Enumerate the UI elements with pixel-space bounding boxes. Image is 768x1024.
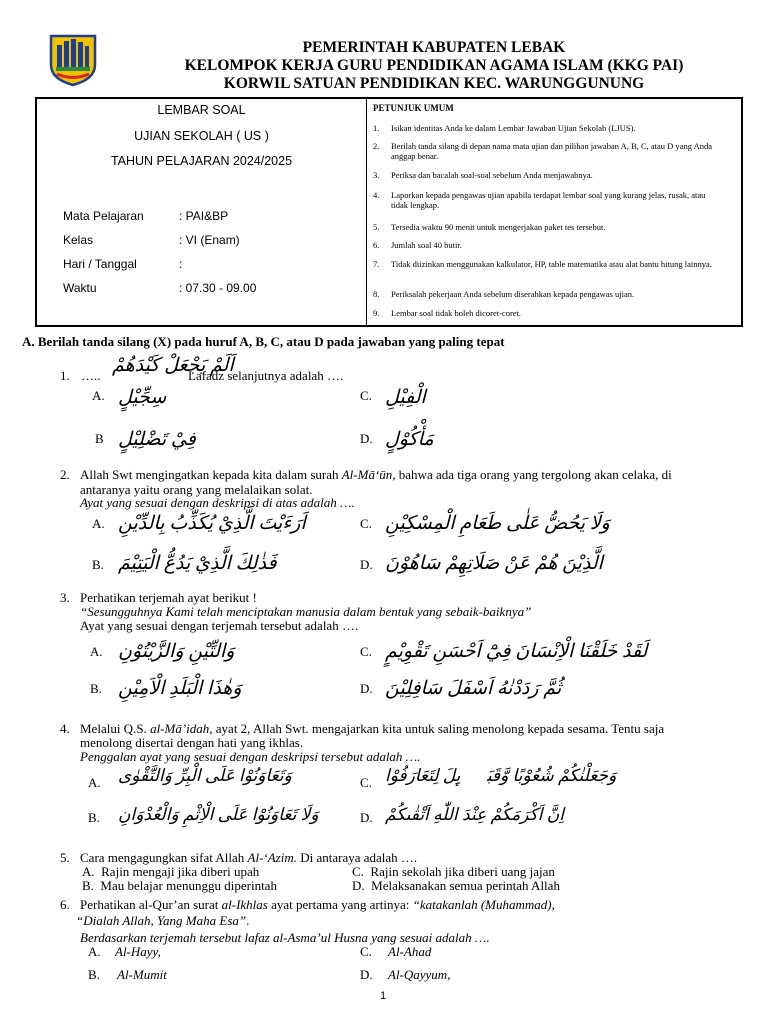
q5-option-c[interactable] bbox=[352, 864, 555, 879]
q1-option-d-arabic: مَأْكُوْلٍ bbox=[385, 429, 434, 450]
q6-option-d-letter[interactable]: D. bbox=[360, 967, 373, 982]
question-6-line-3: Berdasarkan terjemah tersebut lafaz al-Asma’ul Husna yang sesuai adalah …. bbox=[80, 930, 490, 945]
q5-option-a-letter: A. bbox=[82, 864, 95, 879]
question-6-quote-line bbox=[76, 913, 249, 928]
instruction-item bbox=[373, 240, 717, 250]
q6-option-c-letter[interactable]: C. bbox=[360, 944, 372, 959]
instruction-number: 3. bbox=[373, 170, 380, 180]
q6-surah: al-Ikhlas bbox=[221, 897, 268, 912]
q5-text-pre: Cara mengagungkan sifat Allah bbox=[80, 850, 248, 865]
q5-sifat: Al-‘Azim. bbox=[247, 850, 297, 865]
q2-option-d-letter[interactable]: D. bbox=[360, 557, 373, 572]
instruction-item bbox=[373, 259, 717, 269]
instruction-text: Laporkan kepada pengawas ujian apabila terdapat lembar soal yang kurang jelas, rusak, atau tidak lengkap. bbox=[391, 190, 706, 210]
instruction-text: Tidak diizinkan menggunakan kalkulator, HP, table matematika atau alat bantu hitung lainnya. bbox=[391, 259, 712, 269]
q4-option-d-arabic: اِنَّ اَكْرَمَكُمْ عِنْدَ اللّٰهِ اَتْقٰىكُمْ bbox=[385, 805, 564, 824]
q4-option-b-letter[interactable]: B. bbox=[88, 810, 100, 825]
subject-label: Mata Pelajaran bbox=[63, 209, 144, 223]
q4-option-c-letter[interactable]: C. bbox=[360, 775, 372, 790]
q1-option-b-letter[interactable]: B bbox=[95, 431, 104, 446]
question-4-text bbox=[80, 721, 760, 736]
q5-option-b-text: Mau belajar menunggu diperintah bbox=[100, 878, 277, 893]
instruction-item bbox=[373, 170, 717, 180]
question-1-dots: ….. bbox=[81, 368, 101, 383]
q2-option-b-letter[interactable]: B. bbox=[92, 557, 104, 572]
instruction-item bbox=[373, 190, 717, 210]
q6-quote-tail: . bbox=[246, 913, 250, 928]
q2-text-post: , bahwa ada tiga orang yang tergolong akan celaka, di bbox=[392, 467, 672, 482]
q4-text-pre: Melalui Q.S. bbox=[80, 721, 151, 736]
exam-info-box bbox=[35, 97, 743, 327]
q1-option-a-arabic: سِجِّيْلٍ bbox=[118, 387, 167, 408]
instruction-number: 8. bbox=[373, 289, 380, 299]
question-2-number: 2. bbox=[60, 467, 70, 482]
date-label: Hari / Tanggal bbox=[63, 257, 137, 271]
question-2-text bbox=[80, 467, 740, 482]
q5-option-d-letter: D. bbox=[352, 878, 365, 893]
q3-option-b-arabic: وَهٰذَا الْبَلَدِ الْاَمِيْنِ bbox=[118, 678, 242, 699]
question-4-line-3: Penggalan ayat yang sesuai dengan deskripsi tersebut adalah …. bbox=[80, 749, 421, 764]
instruction-text: Berilah tanda silang di depan nama mata ujian dan pilihan jawaban A, B, C, atau D yang Anda anggap benar. bbox=[391, 141, 713, 161]
q5-option-c-text: Rajin sekolah jika diberi uang jajan bbox=[370, 864, 555, 879]
q2-option-b-arabic: فَذٰلِكَ الَّذِيْ يَدُعُّ الْيَتِيْمَ bbox=[118, 553, 277, 574]
sheet-title: LEMBAR SOAL bbox=[157, 103, 246, 117]
instruction-number: 7. bbox=[373, 259, 380, 269]
q2-option-c-letter[interactable]: C. bbox=[360, 516, 372, 531]
q3-option-d-letter[interactable]: D. bbox=[360, 681, 373, 696]
q5-option-a-text: Rajin mengaji jika diberi upah bbox=[101, 864, 260, 879]
q3-option-d-arabic: ثُمَّ رَدَدْنٰهُ اَسْفَلَ سَافِلِيْنَ bbox=[385, 678, 562, 699]
question-2-line-3: Ayat yang sesuai dengan deskripsi di atas adalah …. bbox=[80, 495, 355, 510]
question-6-number: 6. bbox=[60, 897, 70, 912]
header-line-3: KORWIL SATUAN PENDIDIKAN KEC. WARUNGGUNUNG bbox=[223, 75, 645, 92]
class-label: Kelas bbox=[63, 233, 94, 247]
header-line-1: PEMERINTAH KABUPATEN LEBAK bbox=[302, 39, 566, 56]
instruction-number: 9. bbox=[373, 308, 380, 318]
q1-option-c-letter[interactable]: C. bbox=[360, 388, 372, 403]
q6-quote-1: “katakanlah (Muhammad), bbox=[412, 897, 555, 912]
instruction-text: Tersedia waktu 90 menit untuk mengerjakan paket tes tersebut. bbox=[391, 222, 606, 232]
instruction-number: 1. bbox=[373, 123, 380, 133]
q2-option-c-arabic: وَلَا يَحُضُّ عَلٰى طَعَامِ الْمِسْكِيْنِ bbox=[385, 513, 610, 534]
instruction-item bbox=[373, 308, 717, 318]
q6-option-c-text: Al-Ahad bbox=[388, 944, 432, 959]
question-1-number: 1. bbox=[60, 368, 70, 383]
q6-option-b-letter[interactable]: B. bbox=[88, 967, 100, 982]
question-5-text bbox=[80, 850, 417, 865]
time-value: : 07.30 - 09.00 bbox=[179, 281, 257, 295]
q2-option-a-letter[interactable]: A. bbox=[92, 516, 105, 531]
q6-option-a-letter[interactable]: A. bbox=[88, 944, 101, 959]
instruction-number: 4. bbox=[373, 190, 380, 200]
instruction-item bbox=[373, 141, 717, 161]
question-3-quote: “Sesungguhnya Kami telah menciptakan manusia dalam bentuk yang sebaik-baiknya” bbox=[80, 604, 532, 619]
q3-option-a-arabic: وَالتِّيْنِ وَالزَّيْتُوْنِ bbox=[118, 641, 235, 662]
question-1-text: Lafadz selanjutnya adalah …. bbox=[188, 368, 344, 383]
q5-option-c-letter: C. bbox=[352, 864, 364, 879]
instruction-item bbox=[373, 289, 717, 299]
instruction-item bbox=[373, 123, 717, 133]
q5-option-b[interactable] bbox=[82, 878, 277, 893]
question-6-text bbox=[80, 897, 555, 912]
q5-option-d[interactable] bbox=[352, 878, 560, 893]
q6-option-a-text: Al-Hayy, bbox=[115, 944, 161, 959]
q1-option-b-arabic: فِيْ تَضْلِيْلٍ bbox=[118, 429, 196, 450]
question-3-line-3: Ayat yang sesuai dengan terjemah tersebut adalah …. bbox=[80, 618, 359, 633]
page-number: 1 bbox=[380, 990, 387, 1002]
class-value: : VI (Enam) bbox=[179, 233, 240, 247]
question-3-number: 3. bbox=[60, 590, 70, 605]
instruction-number: 5. bbox=[373, 222, 380, 232]
q2-option-d-arabic: الَّذِيْنَ هُمْ عَنْ صَلَاتِهِمْ سَاهُوْنَ bbox=[385, 553, 603, 574]
q1-option-a-letter[interactable]: A. bbox=[92, 388, 105, 403]
q1-option-c-arabic: الْفِيْلِ bbox=[385, 387, 426, 408]
exam-title: UJIAN SEKOLAH ( US ) bbox=[134, 129, 269, 143]
instruction-number: 2. bbox=[373, 141, 380, 151]
q4-option-b-arabic: وَلَا تَعَاوَنُوْا عَلَى الْاِثْمِ وَالْعُدْوَانِ bbox=[118, 805, 319, 824]
q4-option-d-letter[interactable]: D. bbox=[360, 810, 373, 825]
instruction-item bbox=[373, 222, 717, 232]
question-4-line-2: menolong disertai dengan hati yang ikhlas. bbox=[80, 735, 304, 750]
q2-text-pre: Allah Swt mengingatkan kepada kita dalam surah bbox=[80, 467, 342, 482]
time-label: Waktu bbox=[63, 281, 97, 295]
question-2-line-2: antaranya yaitu orang yang melalaikan solat. bbox=[80, 482, 313, 497]
q5-option-a[interactable] bbox=[82, 864, 259, 879]
instruction-text: Periksalah pekerjaan Anda sebelum diserahkan kepada pengawas ujian. bbox=[391, 289, 635, 299]
q3-option-c-letter[interactable]: C. bbox=[360, 644, 372, 659]
q1-option-d-letter[interactable]: D. bbox=[360, 431, 373, 446]
question-5-number: 5. bbox=[60, 850, 70, 865]
instruction-text: Lembar soal tidak boleh dicoret-coret. bbox=[391, 308, 522, 318]
q6-option-b-text: Al-Mumit bbox=[117, 967, 167, 982]
q4-option-a-arabic: وَتَعَاوَنُوْا عَلَى الْبِرِّ وَالتَّقْوٰى bbox=[118, 766, 292, 785]
kabupaten-lebak-logo bbox=[48, 33, 98, 87]
q3-option-c-arabic: لَقَدْ خَلَقْنَا الْاِنْسَانَ فِيْٓ اَحْسَنِ تَقْوِيْمٍ bbox=[385, 641, 648, 662]
box-divider bbox=[366, 99, 367, 325]
subject-value: : PAI&BP bbox=[179, 209, 229, 223]
instructions-title: PETUNJUK UMUM bbox=[373, 103, 454, 113]
q6-text-mid: ayat pertama yang artinya: bbox=[267, 897, 413, 912]
question-3-line-1: Perhatikan terjemah ayat berikut ! bbox=[80, 590, 257, 605]
question-1-arabic: اَلَمْ يَجْعَلْ كَيْدَهُمْ bbox=[112, 355, 234, 376]
q6-quote-2: “Dialah Allah, Yang Maha Esa” bbox=[76, 913, 247, 928]
question-4-number: 4. bbox=[60, 721, 70, 736]
q4-option-a-letter[interactable]: A. bbox=[88, 775, 101, 790]
q5-option-b-letter: B. bbox=[82, 878, 94, 893]
instruction-text: Jumlah soal 40 butir. bbox=[391, 240, 462, 250]
q4-text-post: ayat 2, Allah Swt. mengajarkan kita untuk saling menolong kepada sesama. Tentu saja bbox=[212, 721, 665, 736]
header-line-2: KELOMPOK KERJA GURU PENDIDIKAN AGAMA ISLAM (KKG PAI) bbox=[184, 57, 684, 74]
q2-option-a-arabic: اَرَءَيْتَ الَّذِيْ يُكَذِّبُ بِالدِّيْنِ bbox=[118, 513, 306, 534]
instruction-text: Periksa dan bacalah soal-soal sebelum Anda menjawabnya. bbox=[391, 170, 593, 180]
academic-year: TAHUN PELAJARAN 2024/2025 bbox=[110, 154, 293, 168]
q6-option-d-text: Al-Qayyum, bbox=[388, 967, 451, 982]
instruction-number: 6. bbox=[373, 240, 380, 250]
q5-option-d-text: Melaksanakan semua perintah Allah bbox=[371, 878, 560, 893]
q3-option-a-letter[interactable]: A. bbox=[90, 644, 103, 659]
q4-option-c-arabic: وَجَعَلْنٰكُمْ شُعُوْبًا وَّقَبَاۤىِٕلَ لِتَعَارَفُوْا bbox=[385, 766, 617, 785]
q3-option-b-letter[interactable]: B. bbox=[90, 681, 102, 696]
q2-surah: Al-Mā‘ūn bbox=[341, 467, 393, 482]
q5-text-post: Di antaraya adalah …. bbox=[296, 850, 418, 865]
q4-surah: al-Mā’idah, bbox=[150, 721, 213, 736]
section-a-instruction: A. Berilah tanda silang (X) pada huruf A, B, C, atau D pada jawaban yang paling tepat bbox=[22, 334, 505, 349]
instruction-text: Isikan identitas Anda ke dalam Lembar Jawaban Ujian Sekolah (LJUS). bbox=[391, 123, 636, 133]
q6-text-pre: Perhatikan al-Qur’an surat bbox=[80, 897, 222, 912]
date-value: : bbox=[179, 257, 183, 271]
